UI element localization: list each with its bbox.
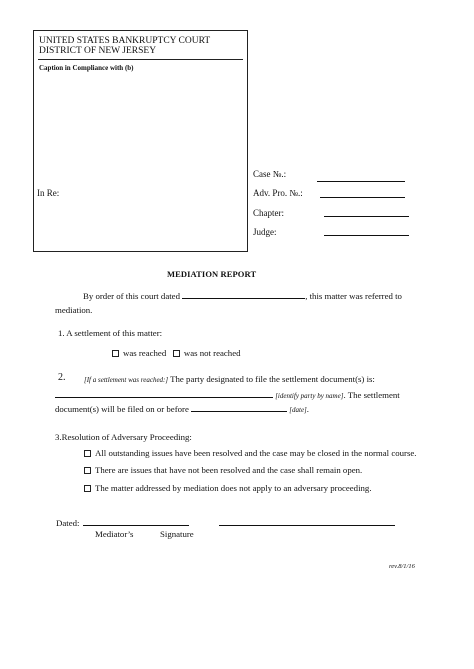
date-note: [date] bbox=[289, 406, 307, 414]
adv-pro-no-label: Adv. Pro. №.: bbox=[253, 188, 303, 198]
signature-field[interactable] bbox=[219, 525, 395, 526]
court-name: UNITED STATES BANKRUPTCY COURT bbox=[39, 36, 211, 46]
revision-date: rev.8/1/16 bbox=[389, 563, 415, 570]
unresolved-checkbox[interactable] bbox=[84, 467, 91, 474]
dated-field[interactable] bbox=[83, 525, 189, 526]
item2-line1 bbox=[84, 374, 375, 384]
chapter-label: Chapter: bbox=[253, 208, 284, 218]
item2-text-a: The party designated to file the settlement document(s) is: bbox=[168, 374, 375, 384]
item2-text-b: . The settlement bbox=[343, 390, 400, 400]
dated-label: Dated: bbox=[56, 518, 80, 528]
item3-option3 bbox=[84, 483, 372, 493]
not-reached-checkbox[interactable] bbox=[173, 350, 180, 357]
judge-label: Judge: bbox=[253, 227, 277, 237]
item3-option1 bbox=[84, 448, 416, 458]
court-district: DISTRICT OF NEW JERSEY bbox=[39, 46, 157, 56]
unresolved-label: There are issues that have not been resolved and the case shall remain open. bbox=[95, 465, 363, 475]
signature-label: Signature bbox=[160, 529, 194, 539]
mediators-label: Mediator’s bbox=[95, 529, 134, 539]
chapter-field[interactable] bbox=[324, 216, 409, 217]
item2-line3 bbox=[55, 403, 309, 414]
report-title: MEDIATION REPORT bbox=[167, 269, 257, 279]
order-date-field[interactable] bbox=[182, 290, 305, 299]
resolved-checkbox[interactable] bbox=[84, 450, 91, 457]
reached-label: was reached bbox=[123, 348, 167, 358]
settlement-options bbox=[112, 348, 241, 358]
caption-note: Caption in Compliance with (b) bbox=[39, 64, 134, 72]
in-re-label: In Re: bbox=[37, 188, 60, 198]
case-no-field[interactable] bbox=[317, 181, 405, 182]
caption-box bbox=[33, 30, 248, 252]
intro-text-a: By order of this court dated bbox=[83, 291, 180, 301]
item2-line2 bbox=[55, 389, 400, 400]
not-applicable-label: The matter addressed by mediation does not apply to an adversary proceeding. bbox=[95, 483, 372, 493]
reached-checkbox[interactable] bbox=[112, 350, 119, 357]
intro-line bbox=[83, 290, 402, 301]
case-no-label: Case №.: bbox=[253, 169, 287, 179]
item2-italic: [If a settlement was reached:] bbox=[84, 376, 169, 384]
item3-label: 3.Resolution of Adversary Proceeding: bbox=[55, 432, 192, 442]
intro-text-c: mediation. bbox=[55, 305, 93, 315]
not-reached-label: was not reached bbox=[183, 348, 241, 358]
adv-pro-no-field[interactable] bbox=[320, 197, 405, 198]
judge-field[interactable] bbox=[324, 235, 409, 236]
intro-text-b: , this matter was referred to bbox=[305, 291, 402, 301]
item2-end: . bbox=[306, 404, 309, 414]
identify-party-note: [identify party by name] bbox=[275, 392, 344, 400]
filing-date-field[interactable] bbox=[191, 403, 287, 412]
designated-party-field[interactable] bbox=[55, 389, 273, 398]
resolved-label: All outstanding issues have been resolved and the case may be closed in the normal course. bbox=[95, 448, 417, 458]
item1-label: 1. A settlement of this matter: bbox=[58, 328, 163, 338]
not-applicable-checkbox[interactable] bbox=[84, 485, 91, 492]
caption-divider bbox=[38, 59, 243, 60]
item3-option2 bbox=[84, 465, 362, 475]
item2-number: 2. bbox=[58, 372, 66, 383]
item2-text-c: document(s) will be filed on or before bbox=[55, 404, 189, 414]
